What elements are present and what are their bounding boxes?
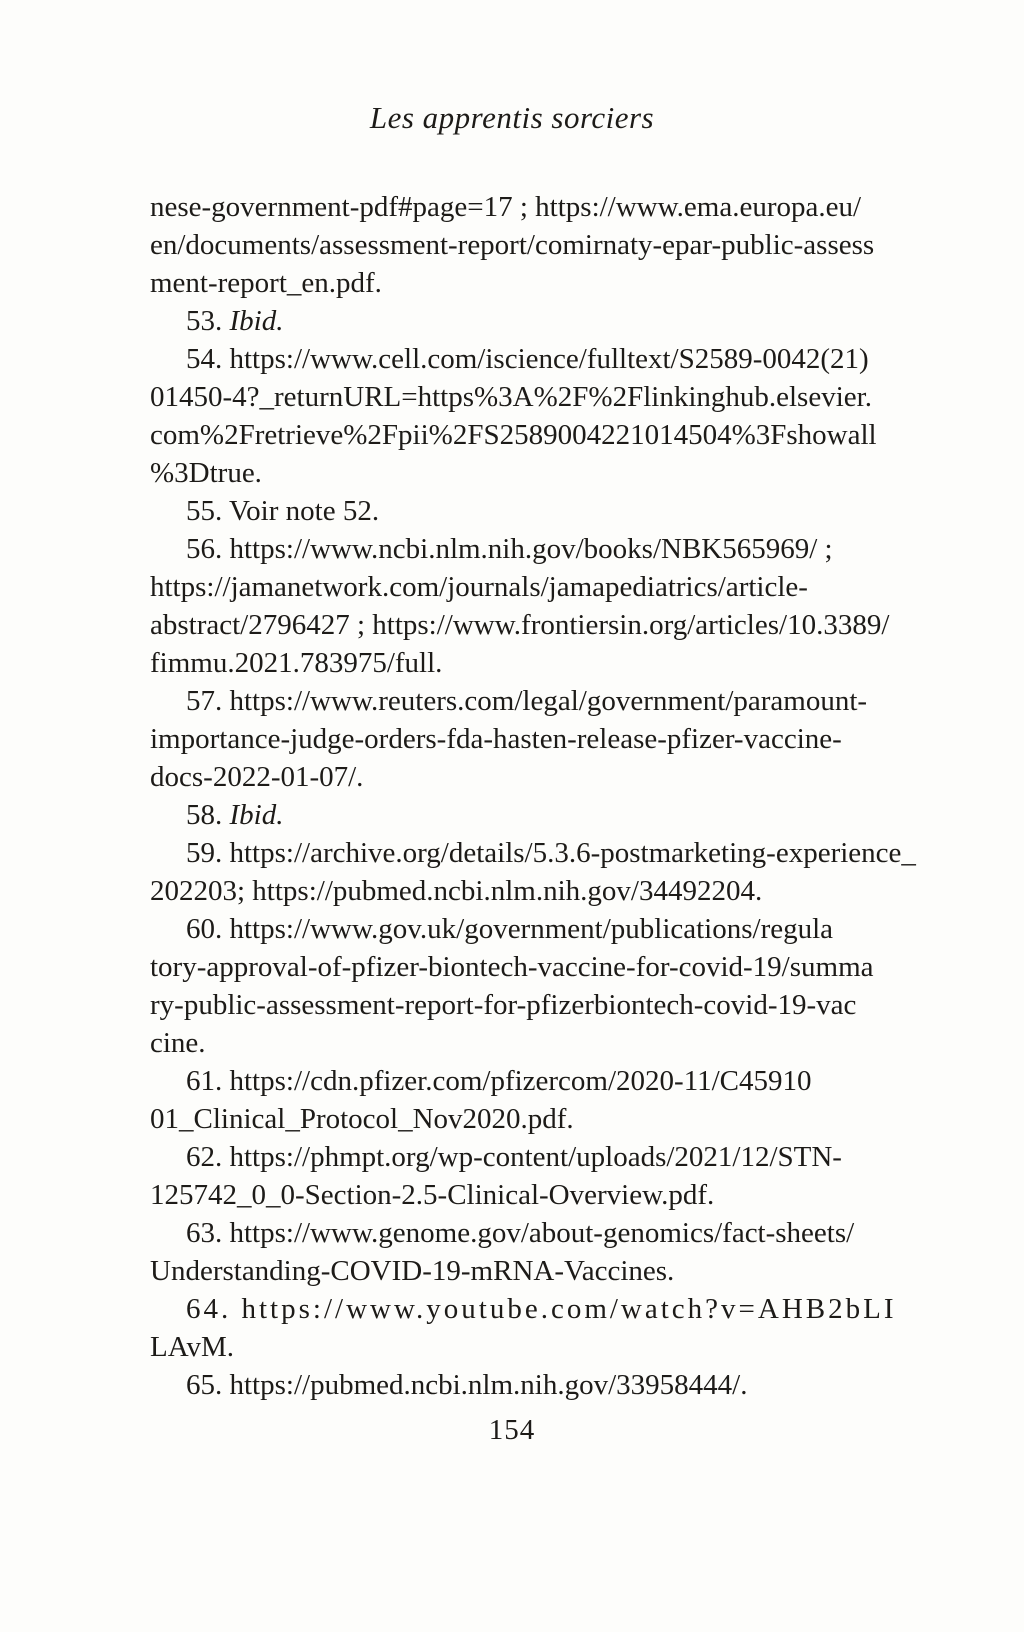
text-segment: ment-report_en.pdf. [150, 267, 382, 299]
text-segment: nese-government-pdf#page=17 ; https://www.ema.europa.eu/ [150, 191, 862, 223]
text-line [150, 568, 898, 606]
italic-text-segment: Ibid. [229, 305, 284, 337]
text-line [150, 682, 898, 720]
text-segment: 55. Voir note 52. [186, 495, 380, 527]
text-line [150, 606, 898, 644]
text-segment: 125742_0_0-Section-2.5-Clinical-Overview.pdf. [150, 1179, 715, 1211]
text-segment: en/documents/assessment-report/comirnaty-epar-public-assess [150, 229, 875, 261]
text-segment: 65. https://pubmed.ncbi.nlm.nih.gov/33958444/. [186, 1369, 748, 1401]
text-segment: 01450-4?_returnURL=https%3A%2F%2Flinkinghub.elsevier. [150, 381, 872, 413]
text-line [150, 340, 898, 378]
endnotes-text-block [150, 188, 916, 1404]
text-line [150, 1176, 898, 1214]
text-line [150, 986, 898, 1024]
text-segment: com%2Fretrieve%2Fpii%2FS2589004221014504%3Fshowall [150, 419, 877, 451]
text-line [150, 264, 898, 302]
text-segment: abstract/2796427 ; https://www.frontiersin.org/articles/10.3389/ [150, 609, 890, 641]
text-segment: 59. https://archive.org/details/5.3.6-postmarketing-experience_ [186, 837, 916, 869]
text-segment: %3Dtrue. [150, 457, 262, 489]
text-line [150, 644, 898, 682]
text-line [150, 378, 898, 416]
text-segment: cine. [150, 1027, 206, 1059]
text-line [150, 1290, 898, 1328]
text-segment: 62. https://phmpt.org/wp-content/uploads/2021/12/STN- [186, 1141, 842, 1173]
text-segment: 56. https://www.ncbi.nlm.nih.gov/books/NBK565969/ ; [186, 533, 833, 565]
text-segment: https://jamanetwork.com/journals/jamapediatrics/article- [150, 571, 808, 603]
text-line [150, 454, 898, 492]
italic-text-segment: Ibid. [229, 799, 284, 831]
text-segment: fimmu.2021.783975/full. [150, 647, 443, 679]
text-segment: importance-judge-orders-fda-hasten-release-pfizer-vaccine- [150, 723, 842, 755]
text-line [150, 492, 898, 530]
text-line [150, 1024, 898, 1062]
text-segment: 58. [186, 799, 230, 831]
text-segment: 64. https://www.youtube.com/watch?v=AHB2bLI [186, 1293, 897, 1325]
text-line [150, 948, 898, 986]
page-number: 154 [488, 1414, 536, 1446]
text-segment: tory-approval-of-pfizer-biontech-vaccine-for-covid-19/summa [150, 951, 874, 983]
text-line [150, 910, 898, 948]
text-line [150, 872, 898, 910]
text-segment: LAvM. [150, 1331, 235, 1363]
text-segment: 202203; https://pubmed.ncbi.nlm.nih.gov/34492204. [150, 875, 763, 907]
text-line [150, 188, 898, 226]
text-line [150, 796, 898, 834]
text-segment: 53. [186, 305, 230, 337]
text-segment: Understanding-COVID-19-mRNA-Vaccines. [150, 1255, 675, 1287]
text-line [150, 1062, 898, 1100]
text-line [150, 1138, 898, 1176]
text-line [150, 1366, 898, 1404]
running-title: Les apprentis sorciers [369, 100, 655, 135]
text-segment: docs-2022-01-07/. [150, 761, 364, 793]
text-segment: 01_Clinical_Protocol_Nov2020.pdf. [150, 1103, 574, 1135]
text-segment: 54. https://www.cell.com/iscience/fulltext/S2589-0042(21) [186, 343, 869, 375]
text-line [150, 226, 898, 264]
text-line [150, 1214, 898, 1252]
text-segment: 57. https://www.reuters.com/legal/government/paramount- [186, 685, 868, 717]
text-segment: 63. https://www.genome.gov/about-genomics/fact-sheets/ [186, 1217, 855, 1249]
text-segment: 61. https://cdn.pfizer.com/pfizercom/2020-11/C45910 [186, 1065, 812, 1097]
text-line [150, 1252, 898, 1290]
text-line [150, 302, 898, 340]
text-line [150, 758, 898, 796]
text-line [150, 1328, 898, 1366]
text-line [150, 834, 916, 872]
text-line [150, 530, 898, 568]
text-segment: ry-public-assessment-report-for-pfizerbiontech-covid-19-vac [150, 989, 857, 1021]
text-line [150, 416, 898, 454]
text-segment: 60. https://www.gov.uk/government/publications/regula [186, 913, 834, 945]
text-line [150, 720, 898, 758]
text-line [150, 1100, 898, 1138]
